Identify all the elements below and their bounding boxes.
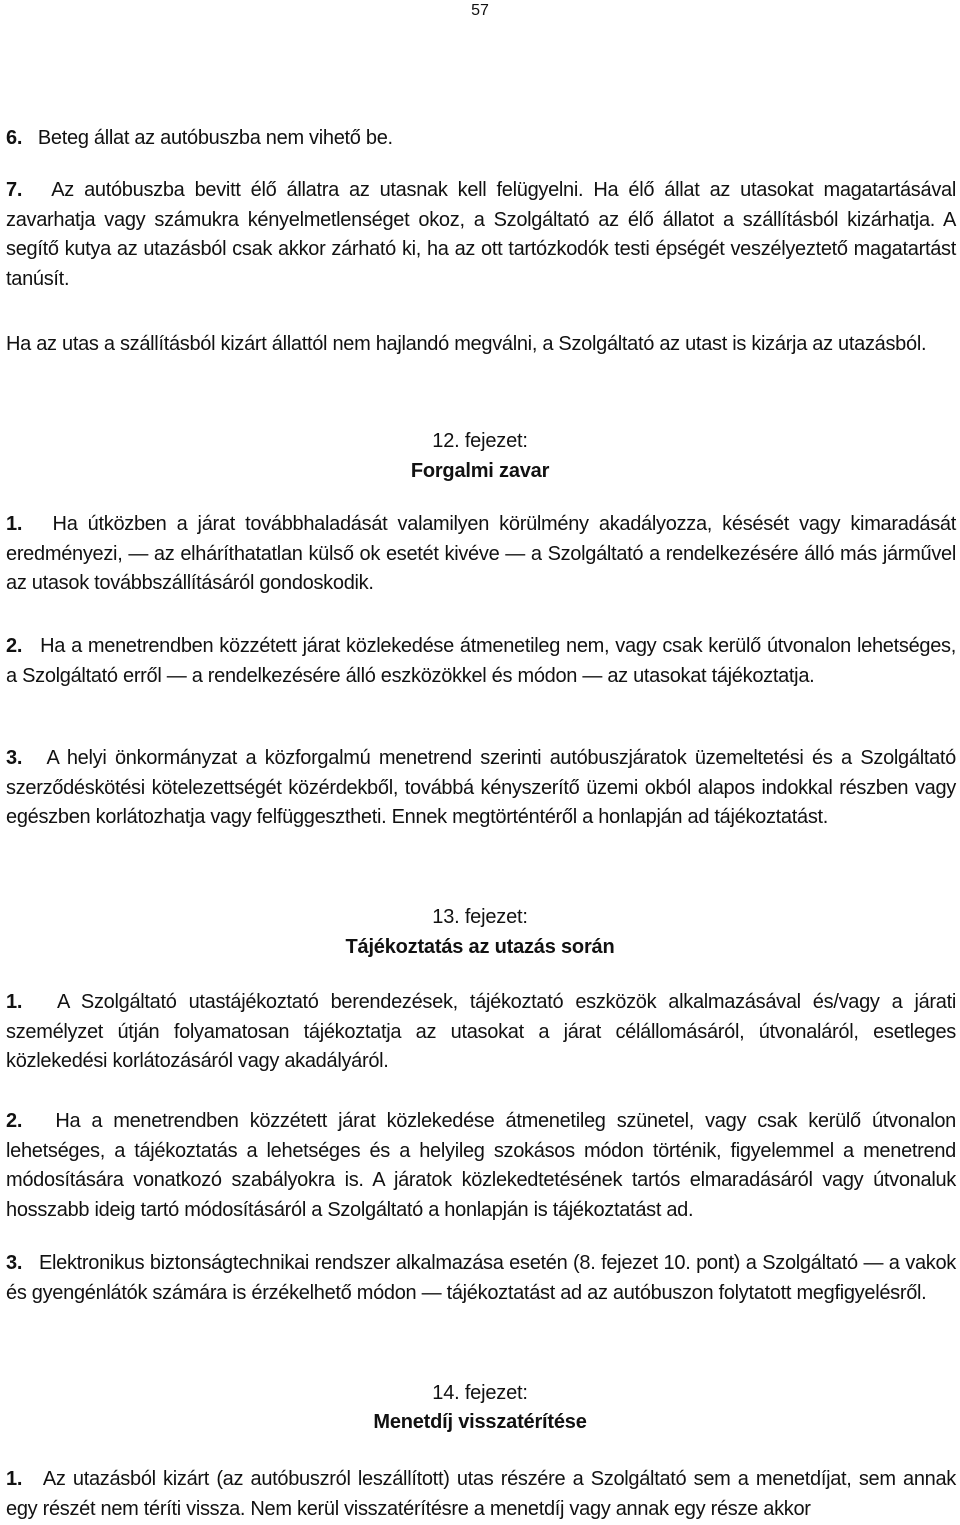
- paragraph-text: Ha az utas a szállításból kizárt állattól nem hajlandó megválni, a Szolgáltató az utast is kizárja az utazásból.: [6, 333, 927, 355]
- chapter-13-item-2: [6, 1107, 956, 1225]
- item-number: 7.: [6, 179, 23, 201]
- chapter-14-label: 14. fejezet:: [432, 1382, 528, 1404]
- item-number: 1.: [6, 1468, 23, 1490]
- item-number: 1.: [6, 991, 23, 1013]
- item-text: Elektronikus biztonságtechnikai rendszer alkalmazása esetén (8. fejezet 10. pont) a Szolgáltató — a vakok és gyengénlátók számára is érzékelhető módon — tájékoztatást ad az autóbuszon folytatott megfigyelésről.: [6, 1252, 956, 1304]
- chapter-12-item-1: [6, 510, 956, 599]
- item-text: Az utazásból kizárt (az autóbuszról leszállított) utas részére a Szolgáltató sem a menetdíjat, sem annak egy részét nem téríti vissza. Nem kerül visszatérítésre a menetdíj vagy annak egy része akkor: [6, 1468, 956, 1520]
- paragraph-item-7: [6, 176, 956, 294]
- item-text: Ha a menetrendben közzétett járat közlekedése átmenetileg nem, vagy csak kerülő útvonalon lehetséges, a Szolgáltató erről — a rendelkezésére álló eszközökkel és módon — az utasokat tájékoztatja.: [6, 635, 956, 687]
- paragraph-item-6: [6, 124, 956, 154]
- item-text: Beteg állat az autóbuszba nem vihető be.: [37, 127, 393, 149]
- item-number: 2.: [6, 635, 23, 657]
- item-number: 6.: [6, 127, 23, 149]
- chapter-12-label: 12. fejezet:: [432, 430, 528, 452]
- chapter-14-title: Menetdíj visszatérítése: [373, 1411, 587, 1433]
- item-number: 1.: [6, 513, 23, 535]
- item-number: 3.: [6, 747, 23, 769]
- paragraph-exclusion: [6, 330, 956, 360]
- chapter-12-item-2: [6, 632, 956, 691]
- chapter-13-label: 13. fejezet:: [432, 906, 528, 928]
- item-text: A helyi önkormányzat a közforgalmú menetrend szerinti autóbuszjáratok üzemeltetési és a Szolgáltató szerződéskötési kötelezettségét közérdekből, továbbá kényszerítő üzemi okból alapos indokkal részben vagy egészben korlátozhatja vagy felfüggesztheti. Ennek megtörténtéről a honlapján ad tájékoztatást.: [6, 747, 956, 828]
- item-number: 2.: [6, 1110, 23, 1132]
- chapter-13-item-3: [6, 1249, 956, 1308]
- chapter-12-item-3: [6, 744, 956, 833]
- chapter-13-title: Tájékoztatás az utazás során: [345, 936, 615, 958]
- chapter-14-item-1: [6, 1465, 956, 1524]
- item-text: A Szolgáltató utastájékoztató berendezések, tájékoztató eszközök alkalmazásával és/vagy a járati személyzet útján folyamatosan tájékoztatja az utasokat a járat célállomásáról, útvonaláról, esetleges közlekedési korlátozásáról vagy akadályáról.: [6, 991, 956, 1072]
- chapter-13-item-1: [6, 988, 956, 1077]
- page-number: 57: [471, 2, 489, 19]
- item-text: Ha útközben a járat továbbhaladását valamilyen körülmény akadályozza, késését vagy kimaradását eredményezi, — az elháríthatatlan külső ok esetét kivéve — a Szolgáltató a rendelkezésére álló más járművel az utasok továbbszállításáról gondoskodik.: [6, 513, 956, 594]
- chapter-12-title: Forgalmi zavar: [410, 460, 550, 482]
- item-number: 3.: [6, 1252, 23, 1274]
- item-text: Ha a menetrendben közzétett járat közlekedése átmenetileg szünetel, vagy csak kerülő útvonalon lehetséges, a tájékoztatás a lehetséges és a helyileg szokásos módon történik, figyelemmel a menetrend módosítására vonatkozó szabályokra is. A járatok közlekedtetésének tartós elmaradásáról vagy útvonaluk hosszabb ideig tartó módosításáról a Szolgáltató a honlapján is tájékoztatást ad.: [6, 1110, 956, 1221]
- item-text: Az autóbuszba bevitt élő állatra az utasnak kell felügyelni. Ha élő állat az utasokat magatartásával zavarhatja vagy számukra kényelmetlenséget okoz, a Szolgáltató az élő állatot a szállításból kizárhatja. A segítő kutya az utazásból csak akkor zárható ki, ha az ott tartózkodók testi épségét veszélyeztető magatartást tanúsít.: [6, 179, 957, 290]
